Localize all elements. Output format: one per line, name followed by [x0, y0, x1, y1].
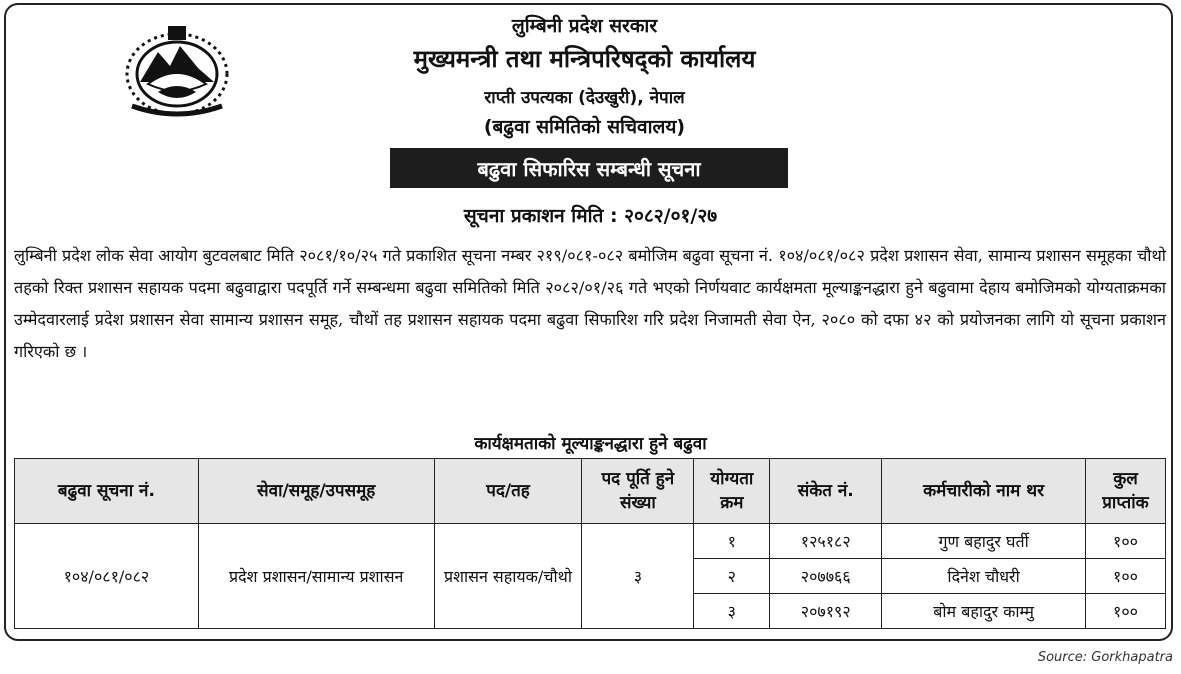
cell-rank: ३	[694, 594, 770, 629]
cell-service: प्रदेश प्रशासन/सामान्य प्रशासन	[198, 524, 434, 629]
header-notice-no: बढुवा सूचना नं.	[15, 459, 199, 524]
cell-score: १००	[1085, 594, 1165, 629]
publish-date: सूचना प्रकाशन मिति : २०८२/०१/२७	[463, 205, 718, 227]
cell-notice-no: १०४/०८१/०८२	[15, 524, 199, 629]
header-name: कर्मचारीको नाम थर	[882, 459, 1086, 524]
header-rank: योग्यता क्रम	[694, 459, 770, 524]
secretariat-name: (बढुवा समितिको सचिवालय)	[483, 116, 686, 138]
cell-name: बोम बहादुर काम्मु	[882, 594, 1086, 629]
cell-score: १००	[1085, 524, 1165, 559]
cell-rank: १	[694, 524, 770, 559]
source-credit: Source: Gorkhapatra	[1037, 650, 1173, 665]
government-name: लुम्बिनी प्रदेश सरकार	[511, 15, 658, 37]
cell-post: प्रशासन सहायक/चौथो	[434, 524, 582, 629]
cell-code: १२५१८२	[770, 524, 882, 559]
cell-name: दिनेश चौधरी	[882, 559, 1086, 594]
header-score: कुल प्राप्तांक	[1085, 459, 1165, 524]
notice-body: लुम्बिनी प्रदेश लोक सेवा आयोग बुटवलबाट मिति २०८१/१०/२५ गते प्रकाशित सूचना नम्बर २१९/०८१-०८२ बमोजिम बढुवा सूचना नं. १०४/०८१/०८२ प्रदेश प्रशासन सेवा, सामान्य प्रशासन समूहका चौथो तहको रिक्त प्रशासन सहायक पदमा बढुवाद्वारा पदपूर्ति गर्ने सम्बन्धमा बढुवा समितिको मिति २०८२/०१/२६ गते भएको निर्णयवाट कार्यक्षमता मूल्याङ्कनद्धारा हुने बढुवामा देहाय बमोजिमको योग्यताक्रमका उम्मेदवारलाई प्रदेश प्रशासन सेवा सामान्य प्रशासन समूह, चौथों तह प्रशासन सहायक पदमा बढुवा सिफारिश गरि प्रदेश निजामती सेवा ऐन, २०८० को दफा ४२ को प्रयोजनका लागि यो सूचना प्रकाशन गरिएको छ ।	[14, 246, 1167, 361]
table-row	[15, 524, 1166, 559]
cell-score: १००	[1085, 559, 1165, 594]
cell-name: गुण बहादुर घर्ती	[882, 524, 1086, 559]
cell-rank: २	[694, 559, 770, 594]
header-post: पद/तह	[434, 459, 582, 524]
header-code: संकेत नं.	[770, 459, 882, 524]
promotion-table	[14, 458, 1166, 629]
cell-code: २०७१९२	[770, 594, 882, 629]
cell-code: २०७७६६	[770, 559, 882, 594]
cell-seats: ३	[582, 524, 694, 629]
table-header-row	[15, 459, 1166, 524]
header-service: सेवा/समूह/उपसमूह	[198, 459, 434, 524]
notice-title: बढुवा सिफारिस सम्बन्धी सूचना	[477, 156, 701, 181]
office-location: राप्ती उपत्यका (देउखुरी), नेपाल	[484, 88, 685, 108]
header-seats: पद पूर्ति हुने संख्या	[582, 459, 694, 524]
office-name: मुख्यमन्त्री तथा मन्त्रिपरिषद्को कार्यालय	[413, 45, 756, 73]
table-title: कार्यक्षमताको मूल्याङ्कनद्धारा हुने बढुवा	[474, 434, 707, 454]
notice-title-banner	[390, 148, 788, 188]
